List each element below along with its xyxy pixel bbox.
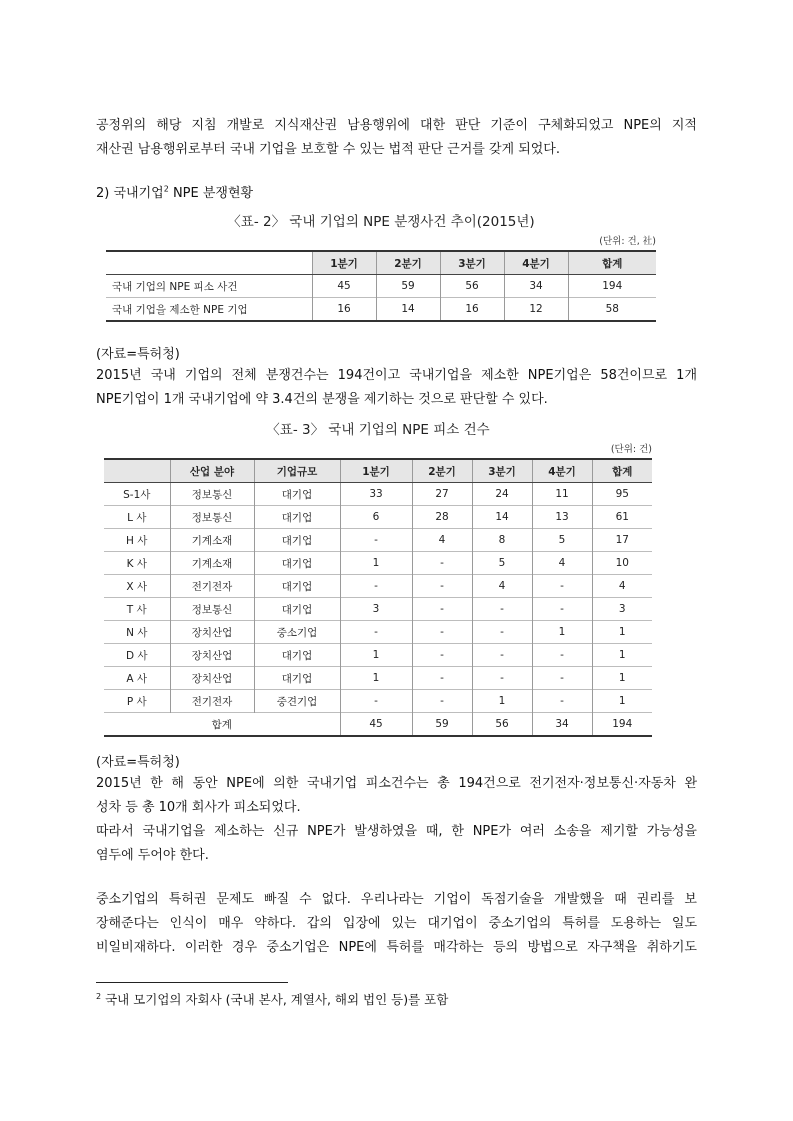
total-cell: 45	[340, 713, 412, 737]
table3-unit: (단위: 건)	[610, 444, 652, 455]
table-row	[104, 529, 652, 552]
text-line: 중소기업의 특허권 문제도 빠질 수 없다. 우리나라는 기업이 독점기술을 개발했을 때 권리를 보	[96, 892, 697, 907]
count-cell: 1	[532, 621, 592, 644]
header-cell: 1분기	[312, 251, 376, 275]
table-row	[104, 575, 652, 598]
table-row	[104, 506, 652, 529]
industry-cell: 정보통신	[170, 598, 254, 621]
count-cell: 61	[592, 506, 652, 529]
text-line: 공정위의 해당 지침 개발로 지식재산권 남용행위에 대한 판단 기준이 구체화되었고 NPE의 지적	[96, 118, 697, 133]
count-cell: -	[412, 690, 472, 713]
size-cell: 대기업	[254, 598, 340, 621]
table3-title: 〈표- 3〉 국내 기업의 NPE 피소 건수	[266, 422, 490, 438]
intro-paragraph	[96, 114, 697, 162]
industry-cell: 장치산업	[170, 644, 254, 667]
text-line: 2015년 한 해 동안 NPE에 의한 국내기업 피소건수는 총 194건으로 전기전자·정보통신·자동차 완	[96, 776, 697, 791]
count-cell: 5	[472, 552, 532, 575]
count-cell: 4	[532, 552, 592, 575]
count-cell: 10	[592, 552, 652, 575]
count-cell: -	[340, 690, 412, 713]
company-cell: X 사	[104, 575, 170, 598]
company-cell: L 사	[104, 506, 170, 529]
count-cell: 27	[412, 483, 472, 506]
table3-body	[104, 483, 652, 737]
source-note: (자료=특허청)	[96, 347, 180, 362]
table-row	[104, 667, 652, 690]
count-cell: 17	[592, 529, 652, 552]
count-cell: -	[472, 621, 532, 644]
industry-cell: 전기전자	[170, 690, 254, 713]
cell: 194	[568, 275, 656, 298]
count-cell: 13	[532, 506, 592, 529]
text-line: NPE기업이 1개 국내기업에 약 3.4건의 분쟁을 제기하는 것으로 판단할 수 있다.	[96, 392, 548, 407]
size-cell: 대기업	[254, 575, 340, 598]
count-cell: -	[412, 598, 472, 621]
header-cell: 기업규모	[254, 459, 340, 483]
header-cell	[106, 251, 312, 275]
cell: 58	[568, 298, 656, 322]
count-cell: 3	[592, 598, 652, 621]
cell: 56	[440, 275, 504, 298]
count-cell: 1	[592, 644, 652, 667]
company-cell: H 사	[104, 529, 170, 552]
table-row	[104, 483, 652, 506]
header-cell: 산업 분야	[170, 459, 254, 483]
count-cell: -	[532, 667, 592, 690]
count-cell: 1	[592, 667, 652, 690]
total-cell: 194	[592, 713, 652, 737]
count-cell: 1	[592, 621, 652, 644]
header-cell: 2분기	[376, 251, 440, 275]
industry-cell: 기계소재	[170, 552, 254, 575]
row-label: 국내 기업을 제소한 NPE 기업	[106, 298, 312, 322]
count-cell: 14	[472, 506, 532, 529]
count-cell: 33	[340, 483, 412, 506]
size-cell: 중견기업	[254, 690, 340, 713]
company-cell: T 사	[104, 598, 170, 621]
size-cell: 대기업	[254, 529, 340, 552]
count-cell: 1	[340, 667, 412, 690]
text-line: 따라서 국내기업을 제소하는 신규 NPE가 발생하였을 때, 한 NPE가 여러 소송을 제기할 가능성을	[96, 824, 697, 839]
total-label: 합계	[104, 713, 340, 737]
size-cell: 중소기업	[254, 621, 340, 644]
text-line: 염두에 두어야 한다.	[96, 848, 209, 863]
section-title	[96, 182, 253, 201]
text-line: 성차 등 총 10개 회사가 피소되었다.	[96, 800, 301, 815]
conclusion-paragraph	[96, 820, 697, 868]
count-cell: -	[412, 621, 472, 644]
count-cell: -	[472, 667, 532, 690]
count-cell: 4	[412, 529, 472, 552]
table2	[106, 250, 656, 322]
size-cell: 대기업	[254, 644, 340, 667]
count-cell: 95	[592, 483, 652, 506]
count-cell: 1	[592, 690, 652, 713]
industry-cell: 장치산업	[170, 621, 254, 644]
total-row	[104, 713, 652, 737]
source-note: (자료=특허청)	[96, 755, 180, 770]
count-cell: -	[412, 667, 472, 690]
row-label: 국내 기업의 NPE 피소 사건	[112, 280, 238, 293]
summary-paragraph	[96, 772, 697, 820]
count-cell: -	[340, 575, 412, 598]
text-line: 재산권 남용행위로부터 국내 기업을 보호할 수 있는 법적 판단 근거를 갖게 되었다.	[96, 142, 561, 157]
count-cell: -	[532, 598, 592, 621]
company-cell: K 사	[104, 552, 170, 575]
count-cell: 6	[340, 506, 412, 529]
table-header-row	[104, 459, 652, 483]
industry-cell: 기계소재	[170, 529, 254, 552]
table-row	[104, 621, 652, 644]
industry-cell: 장치산업	[170, 667, 254, 690]
table3	[104, 458, 652, 737]
company-cell: N 사	[104, 621, 170, 644]
count-cell: 24	[472, 483, 532, 506]
table2-unit: (단위: 건, 社)	[599, 236, 656, 247]
industry-cell: 정보통신	[170, 506, 254, 529]
table2-title: 〈표- 2〉 국내 기업의 NPE 분쟁사건 추이(2015년)	[227, 214, 535, 230]
header-cell	[104, 459, 170, 483]
text-line: 장해준다는 인식이 매우 약하다. 갑의 입장에 있는 대기업이 중소기업의 특허를 도용하는 일도	[96, 916, 697, 931]
count-cell: 8	[472, 529, 532, 552]
footnote	[96, 990, 448, 1008]
count-cell: 3	[340, 598, 412, 621]
count-cell: 11	[532, 483, 592, 506]
total-cell: 59	[412, 713, 472, 737]
footnote-text: 국내 모기업의 자회사 (국내 본사, 계열사, 해외 법인 등)를 포함	[101, 992, 449, 1007]
sme-paragraph	[96, 888, 697, 960]
text-line: 비일비재하다. 이러한 경우 중소기업은 NPE에 특허를 매각하는 등의 방법으로 자구책을 취하기도	[96, 940, 697, 955]
company-cell: S-1사	[123, 488, 151, 501]
count-cell: 4	[472, 575, 532, 598]
table-row	[104, 690, 652, 713]
cell: 16	[312, 298, 376, 322]
industry-cell: 정보통신	[170, 483, 254, 506]
count-cell: -	[472, 644, 532, 667]
size-cell: 대기업	[254, 506, 340, 529]
section-title-text: 2) 국내기업	[96, 186, 164, 201]
cell: 45	[312, 275, 376, 298]
count-cell: 4	[592, 575, 652, 598]
count-cell: -	[340, 529, 412, 552]
table-row	[104, 552, 652, 575]
company-cell: D 사	[104, 644, 170, 667]
header-cell: 4분기	[504, 251, 568, 275]
header-cell: 1분기	[340, 459, 412, 483]
table-row	[106, 275, 656, 298]
count-cell: 5	[532, 529, 592, 552]
footnote-divider	[96, 982, 288, 983]
count-cell: -	[472, 598, 532, 621]
cell: 12	[504, 298, 568, 322]
table-row	[104, 598, 652, 621]
count-cell: -	[532, 644, 592, 667]
table-row	[104, 644, 652, 667]
count-cell: -	[532, 690, 592, 713]
size-cell: 대기업	[254, 483, 340, 506]
footnote-ref: 2	[163, 184, 169, 194]
header-cell: 3분기	[472, 459, 532, 483]
header-cell: 2분기	[412, 459, 472, 483]
header-cell: 3분기	[440, 251, 504, 275]
count-cell: 28	[412, 506, 472, 529]
company-cell: A 사	[104, 667, 170, 690]
company-cell: P 사	[104, 690, 170, 713]
total-cell: 56	[472, 713, 532, 737]
table-header-row	[106, 251, 656, 275]
header-cell: 합계	[592, 459, 652, 483]
count-cell: 1	[472, 690, 532, 713]
table2-block	[106, 210, 656, 328]
count-cell: -	[412, 552, 472, 575]
cell: 14	[376, 298, 440, 322]
count-cell: -	[340, 621, 412, 644]
table-row	[106, 298, 656, 322]
size-cell: 대기업	[254, 667, 340, 690]
cell: 16	[440, 298, 504, 322]
size-cell: 대기업	[254, 552, 340, 575]
count-cell: 1	[340, 552, 412, 575]
section-title-rest: NPE 분쟁현황	[168, 186, 254, 201]
total-cell: 34	[532, 713, 592, 737]
footnote-marker: 2	[96, 991, 102, 1001]
table3-block	[104, 418, 652, 742]
cell: 34	[504, 275, 568, 298]
count-cell: -	[412, 575, 472, 598]
header-cell: 합계	[568, 251, 656, 275]
count-cell: -	[532, 575, 592, 598]
analysis-paragraph	[96, 364, 697, 412]
industry-cell: 전기전자	[170, 575, 254, 598]
count-cell: 1	[340, 644, 412, 667]
cell: 59	[376, 275, 440, 298]
header-cell: 4분기	[532, 459, 592, 483]
text-line: 2015년 국내 기업의 전체 분쟁건수는 194건이고 국내기업을 제소한 NPE기업은 58건이므로 1개	[96, 368, 697, 383]
count-cell: -	[412, 644, 472, 667]
